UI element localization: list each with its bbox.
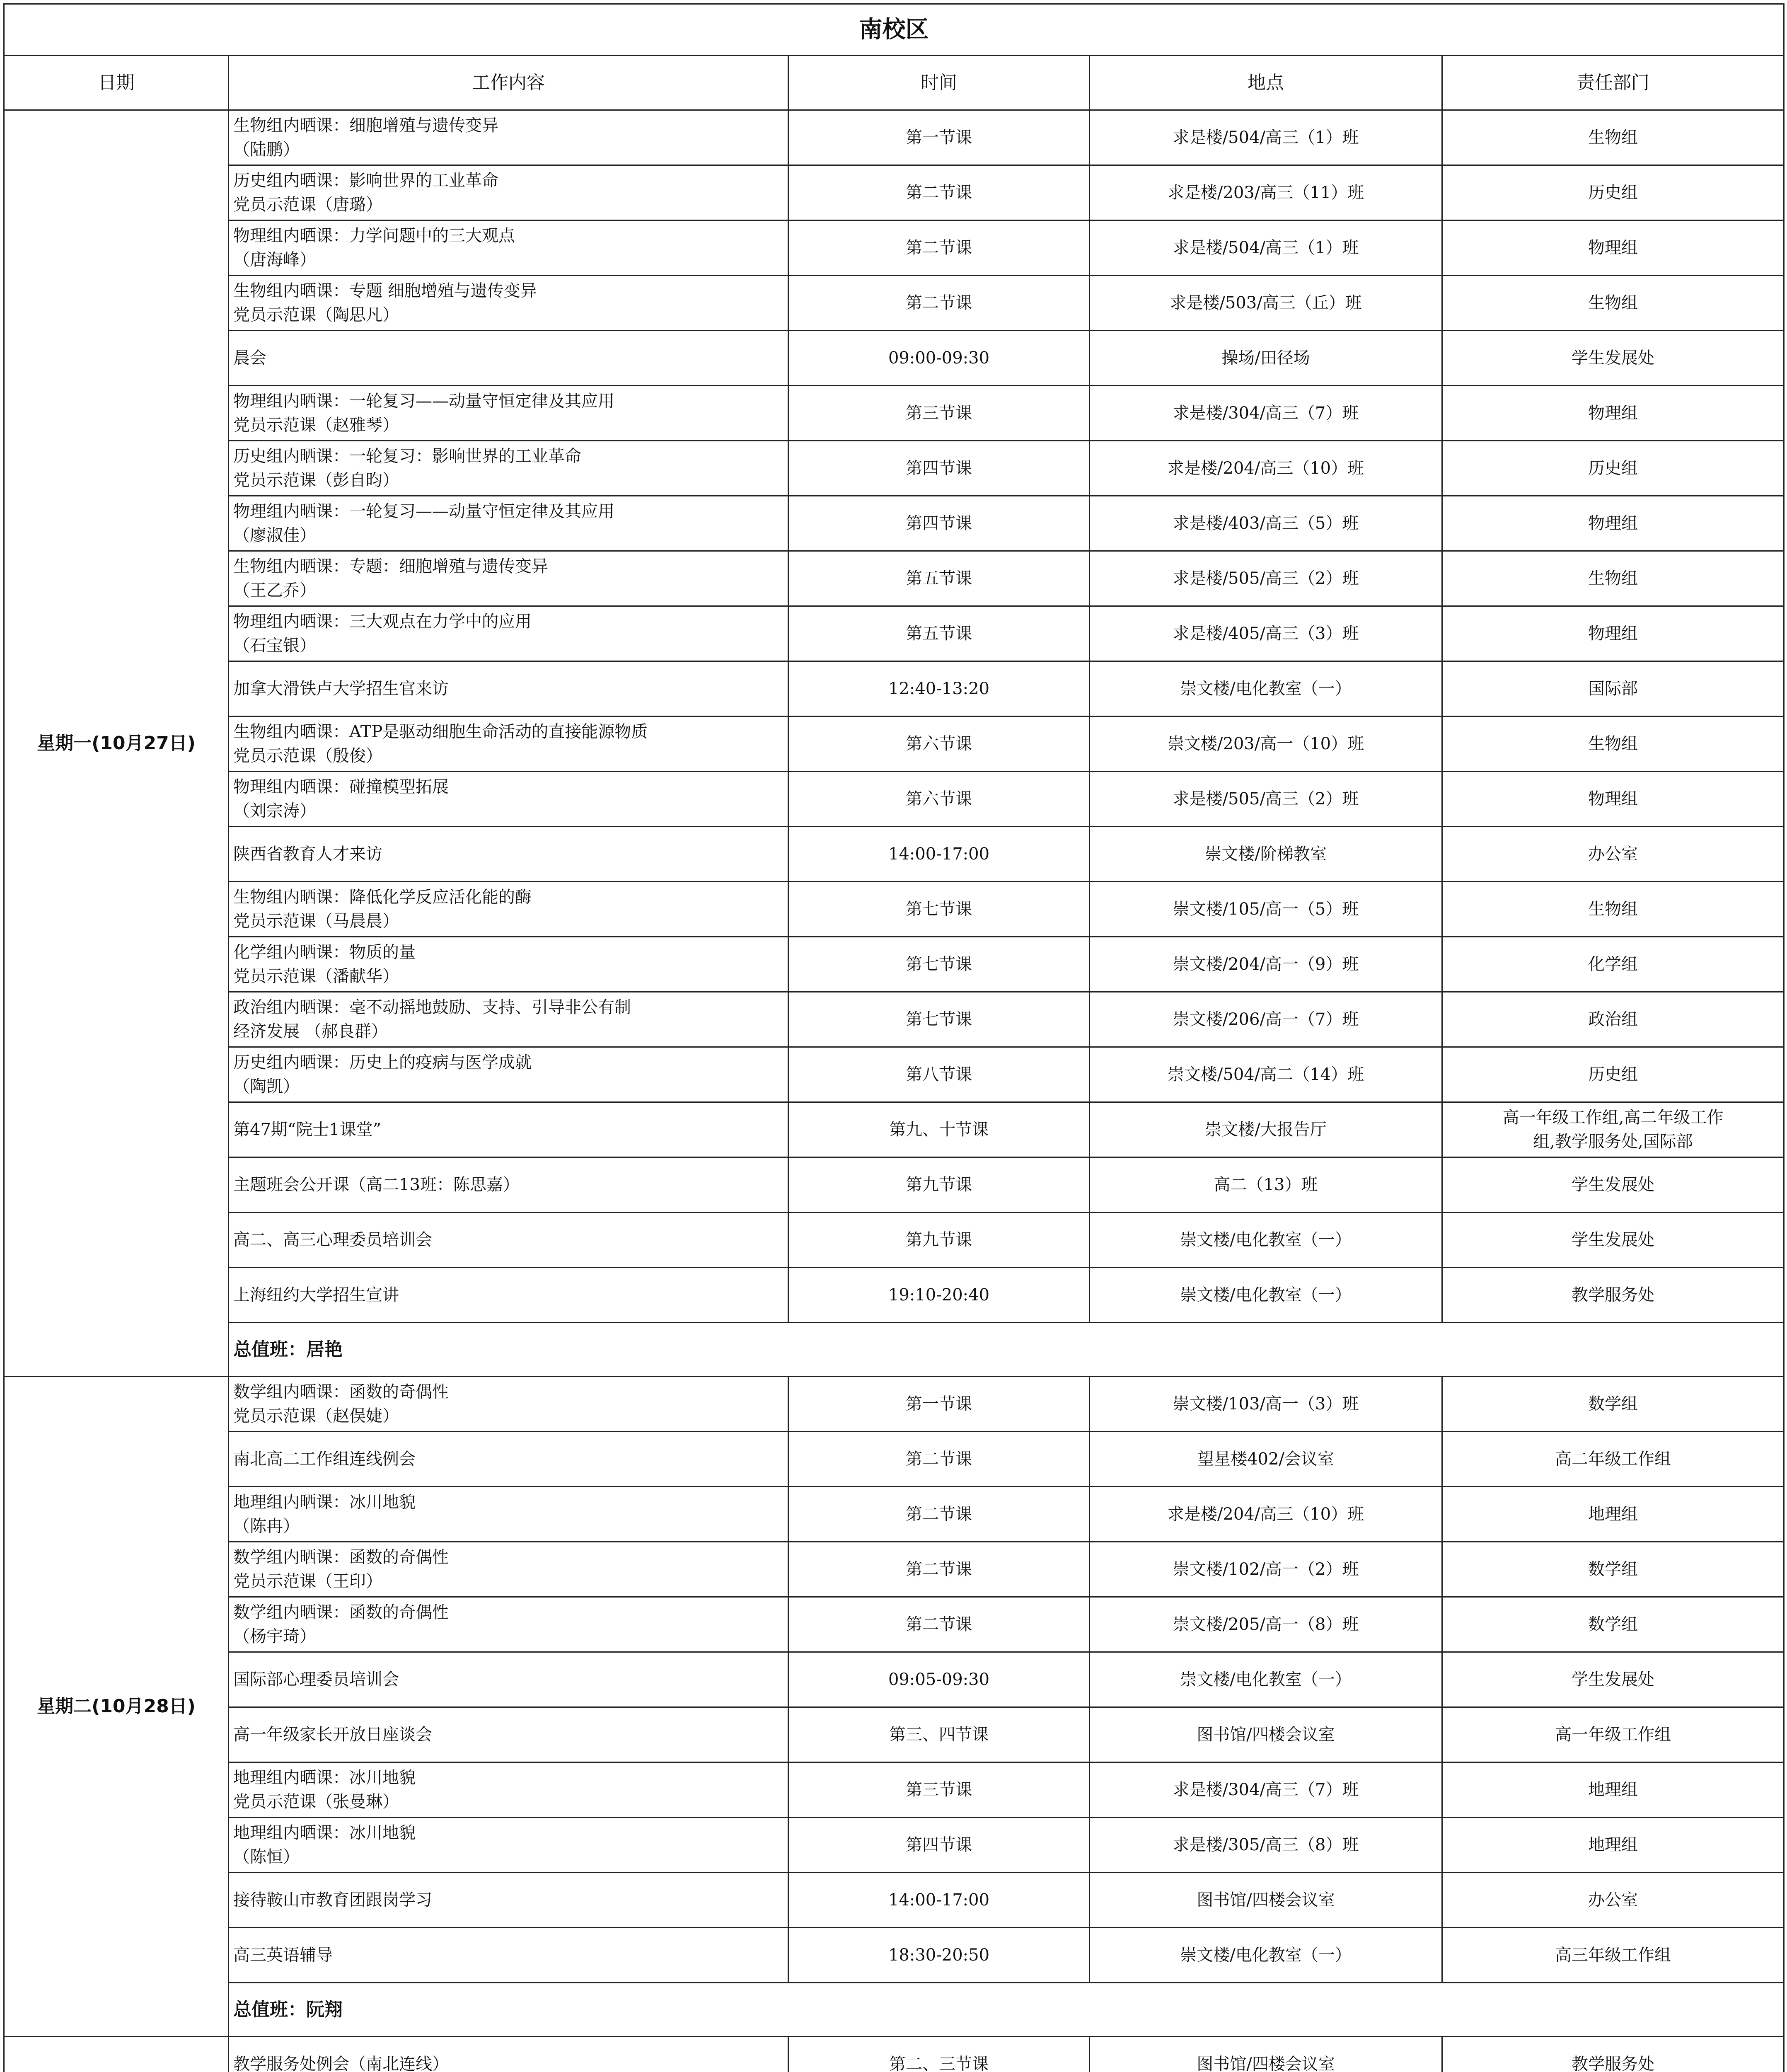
place-cell: 求是楼/304/高三（7）班	[1090, 386, 1442, 441]
place-cell: 望星楼402/会议室	[1090, 1432, 1442, 1487]
work-content-cell: 国际部心理委员培训会	[229, 1652, 788, 1707]
table-row	[4, 1818, 1784, 1873]
time-cell: 第一节课	[788, 110, 1090, 165]
place-cell: 崇文楼/阶梯教室	[1090, 827, 1442, 882]
place-cell: 崇文楼/204/高一（9）班	[1090, 937, 1442, 992]
table-row	[4, 882, 1784, 937]
dept-cell: 高二年级工作组	[1442, 1432, 1784, 1487]
place-cell: 求是楼/505/高三（2）班	[1090, 551, 1442, 606]
header-place: 地点	[1090, 56, 1442, 110]
time-cell: 第九、十节课	[788, 1102, 1090, 1157]
table-row	[4, 551, 1784, 606]
table-row	[4, 827, 1784, 882]
work-content-cell: 地理组内晒课：冰川地貌 党员示范课（张曼琳）	[229, 1762, 788, 1818]
place-cell: 求是楼/503/高三（丘）班	[1090, 276, 1442, 331]
table-row	[4, 441, 1784, 496]
place-cell: 崇文楼/大报告厅	[1090, 1102, 1442, 1157]
schedule-table	[3, 3, 1785, 2072]
dept-cell: 学生发展处	[1442, 1652, 1784, 1707]
work-content-cell: 历史组内晒课：一轮复习：影响世界的工业革命 党员示范课（彭自昀）	[229, 441, 788, 496]
day-date-cell	[4, 2037, 229, 2072]
place-cell: 崇文楼/103/高一（3）班	[1090, 1377, 1442, 1432]
time-cell: 19:10-20:40	[788, 1268, 1090, 1323]
place-cell: 崇文楼/203/高一（10）班	[1090, 716, 1442, 772]
dept-cell: 物理组	[1442, 496, 1784, 551]
table-row	[4, 1377, 1784, 1432]
duty-row	[4, 1983, 1784, 2037]
header-time: 时间	[788, 56, 1090, 110]
dept-cell: 地理组	[1442, 1487, 1784, 1542]
work-content-cell: 主题班会公开课（高二13班：陈思嘉）	[229, 1157, 788, 1213]
table-row	[4, 772, 1784, 827]
work-content-cell: 历史组内晒课：影响世界的工业革命 党员示范课（唐璐）	[229, 165, 788, 220]
time-cell: 第二节课	[788, 1432, 1090, 1487]
work-content-cell: 南北高二工作组连线例会	[229, 1432, 788, 1487]
work-content-cell: 晨会	[229, 331, 788, 386]
work-content-cell: 第47期“院士1课堂”	[229, 1102, 788, 1157]
place-cell: 高二（13）班	[1090, 1157, 1442, 1213]
place-cell: 崇文楼/205/高一（8）班	[1090, 1597, 1442, 1652]
work-content-cell: 生物组内晒课：专题：细胞增殖与遗传变异 （王乙乔）	[229, 551, 788, 606]
work-content-cell: 生物组内晒课：ATP是驱动细胞生命活动的直接能源物质 党员示范课（殷俊）	[229, 716, 788, 772]
place-cell: 崇文楼/电化教室（一）	[1090, 1928, 1442, 1983]
dept-cell: 数学组	[1442, 1542, 1784, 1597]
dept-cell: 物理组	[1442, 772, 1784, 827]
work-content-cell: 物理组内晒课：三大观点在力学中的应用 （石宝银）	[229, 606, 788, 661]
work-content-cell: 物理组内晒课：一轮复习——动量守恒定律及其应用 党员示范课（赵雅琴）	[229, 386, 788, 441]
dept-cell: 生物组	[1442, 551, 1784, 606]
table-row	[4, 1542, 1784, 1597]
place-cell: 图书馆/四楼会议室	[1090, 2037, 1442, 2072]
work-content-cell: 数学组内晒课：函数的奇偶性 党员示范课（王印）	[229, 1542, 788, 1597]
work-content-cell: 数学组内晒课：函数的奇偶性 （杨宇琦）	[229, 1597, 788, 1652]
work-content-cell: 生物组内晒课：细胞增殖与遗传变异 （陆鹏）	[229, 110, 788, 165]
place-cell: 求是楼/203/高三（11）班	[1090, 165, 1442, 220]
time-cell: 12:40-13:20	[788, 661, 1090, 716]
work-content-cell: 物理组内晒课：力学问题中的三大观点 （唐海峰）	[229, 220, 788, 276]
table-row	[4, 1597, 1784, 1652]
day-date-cell: 星期二(10月28日)	[4, 1377, 229, 2037]
table-row	[4, 1652, 1784, 1707]
table-row	[4, 1157, 1784, 1213]
work-content-cell: 地理组内晒课：冰川地貌 （陈冉）	[229, 1487, 788, 1542]
header-content: 工作内容	[229, 56, 788, 110]
work-content-cell: 高一年级家长开放日座谈会	[229, 1707, 788, 1762]
table-row	[4, 1928, 1784, 1983]
time-cell: 第三节课	[788, 1762, 1090, 1818]
work-content-cell: 高二、高三心理委员培训会	[229, 1213, 788, 1268]
time-cell: 第二节课	[788, 1597, 1090, 1652]
time-cell: 第七节课	[788, 992, 1090, 1047]
dept-cell: 生物组	[1442, 110, 1784, 165]
dept-cell: 历史组	[1442, 441, 1784, 496]
work-content-cell: 接待鞍山市教育团跟岗学习	[229, 1873, 788, 1928]
time-cell: 第二节课	[788, 276, 1090, 331]
table-row	[4, 331, 1784, 386]
place-cell: 崇文楼/504/高二（14）班	[1090, 1047, 1442, 1102]
work-content-cell: 教学服务处例会（南北连线）	[229, 2037, 788, 2072]
dept-cell: 高三年级工作组	[1442, 1928, 1784, 1983]
table-row	[4, 1213, 1784, 1268]
time-cell: 第九节课	[788, 1213, 1090, 1268]
dept-cell: 办公室	[1442, 1873, 1784, 1928]
dept-cell: 政治组	[1442, 992, 1784, 1047]
dept-cell: 生物组	[1442, 276, 1784, 331]
work-content-cell: 物理组内晒课：碰撞模型拓展 （刘宗涛）	[229, 772, 788, 827]
place-cell: 操场/田径场	[1090, 331, 1442, 386]
time-cell: 第九节课	[788, 1157, 1090, 1213]
place-cell: 求是楼/204/高三（10）班	[1090, 1487, 1442, 1542]
place-cell: 求是楼/504/高三（1）班	[1090, 220, 1442, 276]
dept-cell: 生物组	[1442, 882, 1784, 937]
dept-cell: 历史组	[1442, 165, 1784, 220]
place-cell: 崇文楼/102/高一（2）班	[1090, 1542, 1442, 1597]
place-cell: 崇文楼/105/高一（5）班	[1090, 882, 1442, 937]
table-row	[4, 276, 1784, 331]
table-row	[4, 165, 1784, 220]
duty-cell	[229, 1323, 1784, 1377]
table-row	[4, 606, 1784, 661]
place-cell: 崇文楼/电化教室（一）	[1090, 1213, 1442, 1268]
time-cell: 第二、三节课	[788, 2037, 1090, 2072]
place-cell: 图书馆/四楼会议室	[1090, 1873, 1442, 1928]
time-cell: 第四节课	[788, 441, 1090, 496]
time-cell: 18:30-20:50	[788, 1928, 1090, 1983]
time-cell: 第五节课	[788, 606, 1090, 661]
work-content-cell: 陕西省教育人才来访	[229, 827, 788, 882]
duty-label: 总值班：	[233, 1339, 306, 1360]
table-row	[4, 1268, 1784, 1323]
time-cell: 14:00-17:00	[788, 1873, 1090, 1928]
dept-cell: 高一年级工作组	[1442, 1707, 1784, 1762]
dept-cell: 物理组	[1442, 386, 1784, 441]
title-row	[4, 4, 1784, 56]
table-row	[4, 716, 1784, 772]
table-row	[4, 2037, 1784, 2072]
dept-cell: 物理组	[1442, 606, 1784, 661]
time-cell: 第一节课	[788, 1377, 1090, 1432]
time-cell: 第七节课	[788, 937, 1090, 992]
table-row	[4, 220, 1784, 276]
time-cell: 第七节课	[788, 882, 1090, 937]
table-row	[4, 937, 1784, 992]
table-row	[4, 661, 1784, 716]
table-row	[4, 110, 1784, 165]
dept-cell: 地理组	[1442, 1818, 1784, 1873]
work-content-cell: 生物组内晒课：专题 细胞增殖与遗传变异 党员示范课（陶思凡）	[229, 276, 788, 331]
dept-cell: 办公室	[1442, 827, 1784, 882]
dept-cell: 生物组	[1442, 716, 1784, 772]
time-cell: 第六节课	[788, 716, 1090, 772]
header-dept: 责任部门	[1442, 56, 1784, 110]
duty-cell	[229, 1983, 1784, 2037]
dept-cell: 国际部	[1442, 661, 1784, 716]
table-row	[4, 1873, 1784, 1928]
time-cell: 第四节课	[788, 496, 1090, 551]
table-row	[4, 1762, 1784, 1818]
place-cell: 求是楼/504/高三（1）班	[1090, 110, 1442, 165]
dept-cell: 数学组	[1442, 1377, 1784, 1432]
place-cell: 崇文楼/电化教室（一）	[1090, 661, 1442, 716]
time-cell: 09:05-09:30	[788, 1652, 1090, 1707]
work-content-cell: 加拿大滑铁卢大学招生官来访	[229, 661, 788, 716]
table-row	[4, 1047, 1784, 1102]
duty-person: 居艳	[306, 1339, 343, 1360]
time-cell: 第二节课	[788, 1487, 1090, 1542]
work-content-cell: 高三英语辅导	[229, 1928, 788, 1983]
table-row	[4, 1432, 1784, 1487]
time-cell: 09:00-09:30	[788, 331, 1090, 386]
dept-cell: 历史组	[1442, 1047, 1784, 1102]
place-cell: 图书馆/四楼会议室	[1090, 1707, 1442, 1762]
work-content-cell: 生物组内晒课：降低化学反应活化能的酶 党员示范课（马晨晨）	[229, 882, 788, 937]
time-cell: 第三、四节课	[788, 1707, 1090, 1762]
time-cell: 第八节课	[788, 1047, 1090, 1102]
header-date: 日期	[4, 56, 229, 110]
table-row	[4, 1487, 1784, 1542]
place-cell: 求是楼/304/高三（7）班	[1090, 1762, 1442, 1818]
time-cell: 第四节课	[788, 1818, 1090, 1873]
work-content-cell: 政治组内晒课：毫不动摇地鼓励、支持、引导非公有制 经济发展 （郝良群）	[229, 992, 788, 1047]
place-cell: 求是楼/204/高三（10）班	[1090, 441, 1442, 496]
duty-person: 阮翔	[306, 1999, 343, 2020]
work-content-cell: 物理组内晒课：一轮复习——动量守恒定律及其应用 （廖淑佳）	[229, 496, 788, 551]
dept-cell: 学生发展处	[1442, 331, 1784, 386]
place-cell: 崇文楼/电化教室（一）	[1090, 1268, 1442, 1323]
time-cell: 第五节课	[788, 551, 1090, 606]
time-cell: 第三节课	[788, 386, 1090, 441]
work-content-cell: 上海纽约大学招生宣讲	[229, 1268, 788, 1323]
dept-cell: 地理组	[1442, 1762, 1784, 1818]
dept-cell: 物理组	[1442, 220, 1784, 276]
time-cell: 第六节课	[788, 772, 1090, 827]
time-cell: 第二节课	[788, 220, 1090, 276]
work-content-cell: 化学组内晒课：物质的量 党员示范课（潘献华）	[229, 937, 788, 992]
dept-cell: 高一年级工作组,高二年级工作 组,教学服务处,国际部	[1442, 1102, 1784, 1157]
schedule-body	[4, 4, 1784, 2072]
place-cell: 求是楼/405/高三（3）班	[1090, 606, 1442, 661]
table-row	[4, 1102, 1784, 1157]
table-row	[4, 992, 1784, 1047]
dept-cell: 学生发展处	[1442, 1213, 1784, 1268]
header-row	[4, 56, 1784, 110]
table-row	[4, 1707, 1784, 1762]
time-cell: 第二节课	[788, 165, 1090, 220]
work-content-cell: 数学组内晒课：函数的奇偶性 党员示范课（赵俣婕）	[229, 1377, 788, 1432]
dept-cell: 化学组	[1442, 937, 1784, 992]
place-cell: 求是楼/305/高三（8）班	[1090, 1818, 1442, 1873]
place-cell: 求是楼/505/高三（2）班	[1090, 772, 1442, 827]
table-row	[4, 386, 1784, 441]
dept-cell: 学生发展处	[1442, 1157, 1784, 1213]
time-cell: 14:00-17:00	[788, 827, 1090, 882]
table-row	[4, 496, 1784, 551]
place-cell: 求是楼/403/高三（5）班	[1090, 496, 1442, 551]
time-cell: 第二节课	[788, 1542, 1090, 1597]
place-cell: 崇文楼/206/高一（7）班	[1090, 992, 1442, 1047]
place-cell: 崇文楼/电化教室（一）	[1090, 1652, 1442, 1707]
dept-cell: 数学组	[1442, 1597, 1784, 1652]
duty-row	[4, 1323, 1784, 1377]
work-content-cell: 历史组内晒课：历史上的疫病与医学成就 （陶凯）	[229, 1047, 788, 1102]
page-title: 南校区	[4, 4, 1784, 56]
dept-cell: 教学服务处	[1442, 2037, 1784, 2072]
duty-label: 总值班：	[233, 1999, 306, 2020]
work-content-cell: 地理组内晒课：冰川地貌 （陈恒）	[229, 1818, 788, 1873]
dept-cell: 教学服务处	[1442, 1268, 1784, 1323]
day-date-cell: 星期一(10月27日)	[4, 110, 229, 1377]
